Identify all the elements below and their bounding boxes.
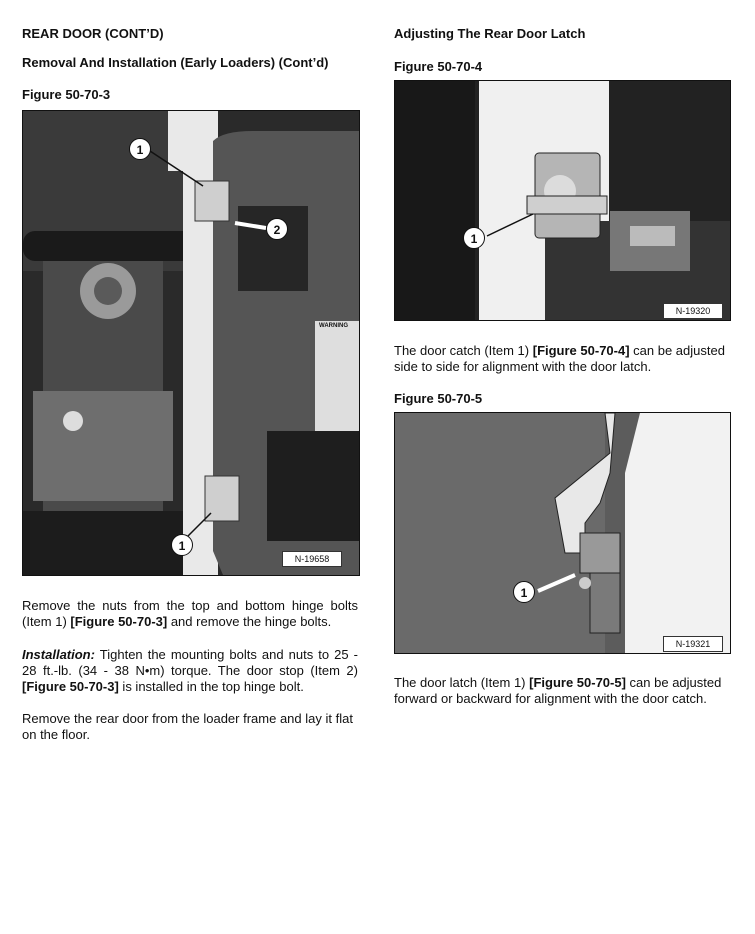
callout-1-top: 1 — [129, 138, 151, 160]
figure-number-tag: N-19658 — [282, 551, 342, 567]
figure-reference[interactable]: [Figure 50-70-3] — [70, 614, 168, 629]
callout-1-bottom: 1 — [171, 534, 193, 556]
paragraph-remove-door: Remove the rear door from the loader frame and lay it flat on the floor. — [22, 711, 353, 742]
figure-label: Figure 50-70-5 — [394, 391, 483, 406]
paragraph-installation: Installation: Tighten the mounting bolts and nuts to 25 - 28 ft.-lb. (34 - 38 N•m) torque. The door stop (Item 2) [Figure 50-70-3] is installed in the top hinge bolt. — [22, 647, 358, 694]
callout-1: 1 — [513, 581, 535, 603]
figure-reference[interactable]: [Figure 50-70-5] — [529, 675, 626, 690]
figure-50-70-5-photo — [394, 412, 731, 654]
figure-number-tag: N-19320 — [663, 303, 723, 319]
figure-reference[interactable]: [Figure 50-70-4] — [532, 343, 630, 358]
paragraph-door-catch: The door catch (Item 1) [Figure 50-70-4] can be adjusted side to side for alignment with the door latch. — [394, 343, 725, 374]
warning-label: WARNING — [319, 323, 348, 329]
figure-50-70-3-photo — [22, 110, 360, 576]
paragraph-remove-nuts: Remove the nuts from the top and bottom hinge bolts (Item 1) [Figure 50-70-3] and remove the hinge bolts. — [22, 598, 358, 629]
photo-illustration — [23, 111, 359, 575]
figure-label: Figure 50-70-3 — [22, 87, 111, 102]
callout-2: 2 — [266, 218, 288, 240]
photo-illustration — [395, 413, 730, 653]
figure-label: Figure 50-70-4 — [394, 59, 483, 74]
figure-reference[interactable]: [Figure 50-70-3] — [22, 679, 119, 694]
photo-illustration — [395, 81, 730, 320]
subsection-title: Removal And Installation (Early Loaders) (Cont’d) — [22, 55, 329, 70]
figure-50-70-4-photo — [394, 80, 731, 321]
installation-lead: Installation: — [22, 647, 95, 662]
section-title: REAR DOOR (CONT’D) — [22, 26, 164, 41]
callout-1: 1 — [463, 227, 485, 249]
figure-number-tag: N-19321 — [663, 636, 723, 652]
paragraph-door-latch: The door latch (Item 1) [Figure 50-70-5] can be adjusted forward or backward for alignment with the door catch. — [394, 675, 722, 706]
section-title-latch: Adjusting The Rear Door Latch — [394, 26, 586, 41]
